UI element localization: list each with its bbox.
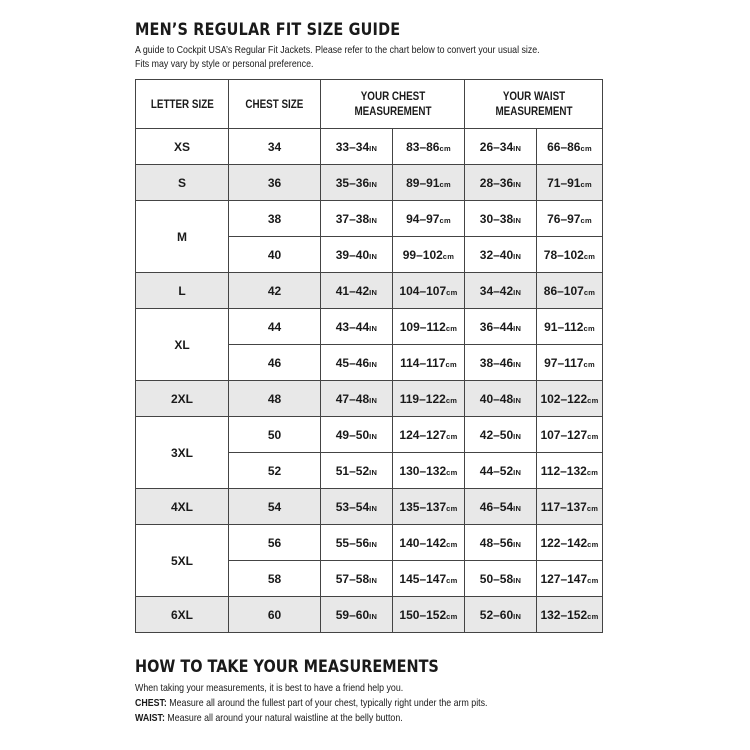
chest-in-cell: 39–40IN [321, 237, 393, 273]
how-to-text [135, 681, 605, 726]
chest-in-cell: 57–58IN [321, 561, 393, 597]
waist-in-cell: 48–56IN [465, 525, 537, 561]
chest-in-cell: 33–34IN [321, 129, 393, 165]
letter-size-cell: 6XL [136, 597, 229, 633]
waist-in-cell: 42–50IN [465, 417, 537, 453]
waist-in-cell: 52–60IN [465, 597, 537, 633]
unit-label: cm [583, 323, 595, 333]
unit-label: IN [513, 215, 522, 225]
unit-label: cm [587, 395, 599, 405]
unit-label: IN [369, 611, 378, 621]
unit-label: cm [587, 611, 599, 621]
chest-size-cell: 54 [229, 489, 321, 525]
chest-in-cell: 37–38IN [321, 201, 393, 237]
unit-label: cm [587, 431, 599, 441]
chest-cm-cell: 140–142cm [393, 525, 465, 561]
chest-size-cell: 52 [229, 453, 321, 489]
waist-cm-cell: 66–86cm [537, 129, 603, 165]
unit-label: IN [369, 539, 378, 549]
letter-size-cell: 4XL [136, 489, 229, 525]
chest-in-cell: 51–52IN [321, 453, 393, 489]
chest-cm-cell: 114–117cm [393, 345, 465, 381]
waist-in-cell: 36–44IN [465, 309, 537, 345]
table-row [136, 273, 603, 309]
waist-cm-cell: 71–91cm [537, 165, 603, 201]
waist-cm-cell: 122–142cm [537, 525, 603, 561]
chest-cm-cell: 89–91cm [393, 165, 465, 201]
chest-size-cell: 36 [229, 165, 321, 201]
letter-size-cell: 5XL [136, 525, 229, 597]
unit-label: IN [513, 251, 522, 261]
chest-size-cell: 48 [229, 381, 321, 417]
unit-label: cm [587, 575, 599, 585]
unit-label: IN [369, 395, 378, 405]
table-row [136, 597, 603, 633]
how-line-1: When taking your measurements, it is best to have a friend help you. [135, 682, 404, 694]
unit-label: cm [580, 179, 592, 189]
unit-label: cm [445, 395, 458, 405]
unit-label: IN [369, 179, 378, 189]
unit-label: cm [439, 215, 451, 225]
header-your-chest: YOUR CHEST MEASUREMENT [321, 80, 465, 129]
letter-size-cell: XS [136, 129, 229, 165]
waist-in-cell: 30–38IN [465, 201, 537, 237]
chest-cm-cell: 130–132cm [393, 453, 465, 489]
unit-label: cm [446, 575, 458, 585]
waist-cm-cell: 91–112cm [537, 309, 603, 345]
chest-size-cell: 44 [229, 309, 321, 345]
unit-label: IN [513, 539, 522, 549]
waist-cm-cell: 102–122cm [537, 381, 603, 417]
unit-label: cm [586, 503, 599, 513]
chest-cm-cell: 145–147cm [393, 561, 465, 597]
waist-cm-cell: 78–102cm [537, 237, 603, 273]
chest-in-cell: 49–50IN [321, 417, 393, 453]
unit-label: cm [446, 503, 458, 513]
unit-label: cm [580, 215, 592, 225]
unit-label: cm [587, 539, 599, 549]
unit-label: IN [369, 323, 378, 333]
waist-cm-cell: 132–152cm [537, 597, 603, 633]
chest-cm-cell: 150–152cm [393, 597, 465, 633]
how-chest: CHEST: Measure all around the fullest part of your chest, typically right under the arm pits. [135, 697, 488, 709]
table-row [136, 165, 603, 201]
letter-size-cell: M [136, 201, 229, 273]
table-row [136, 381, 603, 417]
unit-label: IN [513, 575, 522, 585]
chest-size-cell: 34 [229, 129, 321, 165]
table-header-row [136, 80, 603, 129]
header-your-waist: YOUR WAIST MEASUREMENT [465, 80, 603, 129]
unit-label: IN [513, 467, 522, 477]
waist-cm-cell: 127–147cm [537, 561, 603, 597]
chest-in-cell: 55–56IN [321, 525, 393, 561]
unit-label: IN [513, 395, 522, 405]
chest-cm-cell: 135–137cm [393, 489, 465, 525]
chest-size-cell: 60 [229, 597, 321, 633]
waist-cm-cell: 117–137cm [537, 489, 603, 525]
unit-label: IN [369, 215, 378, 225]
table-row [136, 525, 603, 561]
unit-label: IN [369, 431, 378, 441]
unit-label: cm [445, 359, 457, 369]
chest-in-cell: 45–46IN [321, 345, 393, 381]
waist-in-cell: 46–54IN [465, 489, 537, 525]
chest-cm-cell: 104–107cm [393, 273, 465, 309]
waist-cm-cell: 112–132cm [537, 453, 603, 489]
unit-label: cm [442, 251, 455, 261]
chest-cm-cell: 124–127cm [393, 417, 465, 453]
unit-label: cm [445, 323, 458, 333]
waist-in-cell: 32–40IN [465, 237, 537, 273]
unit-label: IN [369, 575, 378, 585]
unit-label: cm [583, 359, 595, 369]
table-row [136, 309, 603, 345]
chest-in-cell: 41–42IN [321, 273, 393, 309]
letter-size-cell: XL [136, 309, 229, 381]
waist-in-cell: 26–34IN [465, 129, 537, 165]
waist-in-cell: 44–52IN [465, 453, 537, 489]
chest-size-cell: 50 [229, 417, 321, 453]
unit-label: IN [369, 251, 378, 261]
letter-size-cell: S [136, 165, 229, 201]
chest-size-cell: 40 [229, 237, 321, 273]
waist-in-cell: 40–48IN [465, 381, 537, 417]
unit-label: cm [439, 143, 451, 153]
chest-in-cell: 47–48IN [321, 381, 393, 417]
chest-cm-cell: 109–112cm [393, 309, 465, 345]
unit-label: IN [513, 431, 522, 441]
unit-label: cm [446, 431, 458, 441]
header-chest-size: CHEST SIZE [229, 80, 321, 129]
waist-in-cell: 28–36IN [465, 165, 537, 201]
unit-label: IN [513, 287, 522, 297]
how-to-title: HOW TO TAKE YOUR MEASUREMENTS [135, 657, 439, 677]
table-row [136, 129, 603, 165]
unit-label: IN [369, 503, 378, 513]
waist-in-cell: 50–58IN [465, 561, 537, 597]
waist-in-cell: 38–46IN [465, 345, 537, 381]
chest-cm-cell: 83–86cm [393, 129, 465, 165]
chest-cm-cell: 94–97cm [393, 201, 465, 237]
unit-label: cm [446, 611, 458, 621]
table-row [136, 417, 603, 453]
how-waist: WAIST: Measure all around your natural waistline at the belly button. [135, 712, 403, 724]
unit-label: IN [513, 179, 522, 189]
chest-size-cell: 42 [229, 273, 321, 309]
chest-in-cell: 53–54IN [321, 489, 393, 525]
letter-size-cell: 3XL [136, 417, 229, 489]
unit-label: IN [513, 359, 522, 369]
page-title: MEN’S REGULAR FIT SIZE GUIDE [135, 20, 401, 40]
unit-label: IN [369, 143, 378, 153]
intro-line-1: A guide to Cockpit USA’s Regular Fit Jackets. Please refer to the chart below to convert your usual size. [135, 44, 540, 56]
table-row [136, 489, 603, 525]
chest-in-cell: 43–44IN [321, 309, 393, 345]
chest-size-cell: 38 [229, 201, 321, 237]
waist-cm-cell: 76–97cm [537, 201, 603, 237]
unit-label: IN [513, 323, 522, 333]
chest-cm-cell: 119–122cm [393, 381, 465, 417]
chest-size-cell: 58 [229, 561, 321, 597]
intro-line-2: Fits may vary by style or personal preference. [135, 58, 314, 70]
unit-label: IN [369, 359, 378, 369]
unit-label: cm [439, 179, 451, 189]
letter-size-cell: L [136, 273, 229, 309]
unit-label: IN [369, 287, 378, 297]
unit-label: cm [583, 251, 596, 261]
unit-label: IN [513, 143, 522, 153]
waist-in-cell: 34–42IN [465, 273, 537, 309]
waist-cm-cell: 97–117cm [537, 345, 603, 381]
chest-cm-cell: 99–102cm [393, 237, 465, 273]
chest-in-cell: 35–36IN [321, 165, 393, 201]
chest-size-cell: 56 [229, 525, 321, 561]
letter-size-cell: 2XL [136, 381, 229, 417]
intro-text [135, 43, 605, 71]
header-letter-size: LETTER SIZE [136, 80, 229, 129]
chest-size-cell: 46 [229, 345, 321, 381]
unit-label: cm [583, 287, 596, 297]
size-chart-table [135, 79, 603, 633]
chest-in-cell: 59–60IN [321, 597, 393, 633]
waist-cm-cell: 86–107cm [537, 273, 603, 309]
unit-label: IN [513, 611, 522, 621]
unit-label: cm [446, 467, 458, 477]
table-row [136, 201, 603, 237]
unit-label: cm [586, 467, 599, 477]
unit-label: cm [446, 539, 458, 549]
waist-cm-cell: 107–127cm [537, 417, 603, 453]
unit-label: cm [580, 143, 592, 153]
unit-label: IN [369, 467, 378, 477]
unit-label: cm [446, 287, 458, 297]
unit-label: IN [513, 503, 522, 513]
